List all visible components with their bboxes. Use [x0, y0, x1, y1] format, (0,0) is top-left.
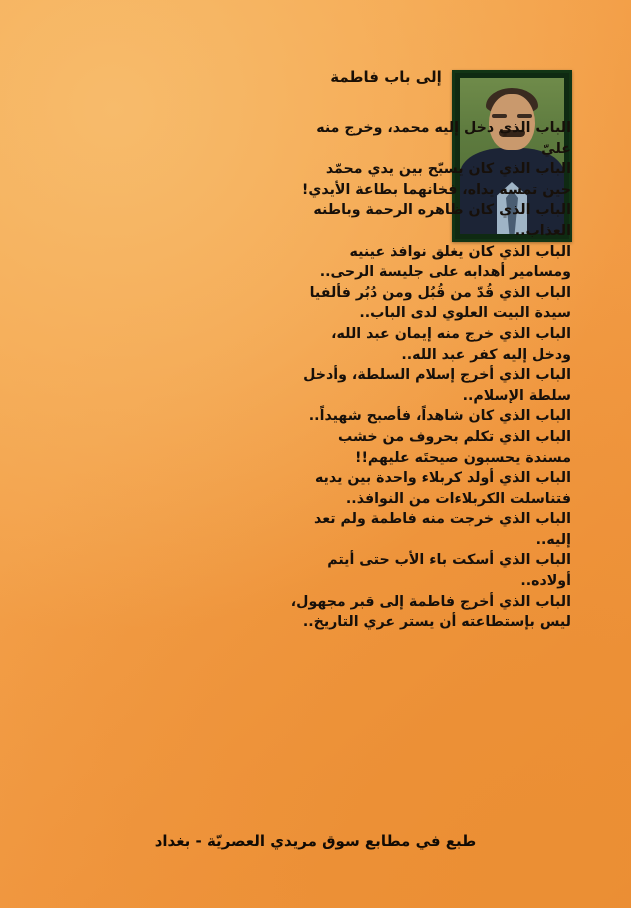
poem-line: حين تمسه يداه، فخانهما بطاعة الأيدي!: [301, 181, 571, 198]
poem-line: ومسامير أهدابه على جليسة الرحى..: [319, 264, 571, 281]
poem-line: الباب الذي قُدّ من قُبُل ومن دُبُر فألفيا: [309, 284, 571, 301]
poem-line: عليّ: [541, 140, 571, 157]
poem-line: سيدة البيت العلوي لدى الباب..: [359, 305, 571, 322]
poem-line: الباب الذي أخرج فاطمة إلى قبر مجهول،: [290, 593, 571, 610]
poem-line: الباب الذي تكلم بحروف من خشب: [337, 428, 571, 445]
poem-line: الباب الذي خرجت منه فاطمة ولم تعد: [314, 511, 571, 528]
poem-line: سلطة الإسلام..: [462, 387, 571, 404]
poem-line: ليس بإستطاعته أن يستر عري التاريخ..: [302, 614, 571, 631]
publisher-imprint: طبع في مطابع سوق مريدي العصريّة - بغداد: [154, 832, 477, 850]
poem-line: مسندة يحسبون صيحتَه عليهم!!: [354, 449, 571, 466]
poem-line: الباب الذي كان يغلق نوافذ عينيه: [349, 243, 571, 260]
poem-line: الباب الذي كان شاهداً، فأصبح شهيداً..: [308, 408, 571, 425]
poem-line: الباب الذي كان يسبّح بين يدي محمّد: [325, 161, 571, 178]
poem-line: الباب الذي كان ظاهره الرحمة وباطنه: [313, 202, 571, 219]
poem-line: الباب الذي أسكت باء الأب حتى أيتم: [327, 552, 571, 569]
poem-line: العذاب..: [514, 222, 571, 239]
poem-line: ودخل إليه كفر عبد الله..: [401, 346, 571, 363]
poem-line: الباب الذي أولد كربلاء واحدة بين يديه: [314, 470, 571, 487]
poem-line: فتناسلت الكربلاءات من النوافذ..: [345, 490, 571, 507]
poem-line: الباب الذي دخل إليه محمد، وخرج منه: [316, 120, 571, 136]
poem-title: إلى باب فاطمة: [330, 68, 442, 86]
poem-body: [183, 118, 571, 633]
poem-line: الباب الذي أخرج إسلام السلطة، وأدخل: [303, 367, 571, 384]
poem-line: الباب الذي خرج منه إيمان عبد الله،: [331, 325, 571, 342]
poem-line: أولاده..: [520, 573, 571, 590]
poem-line: إليه..: [535, 531, 571, 548]
